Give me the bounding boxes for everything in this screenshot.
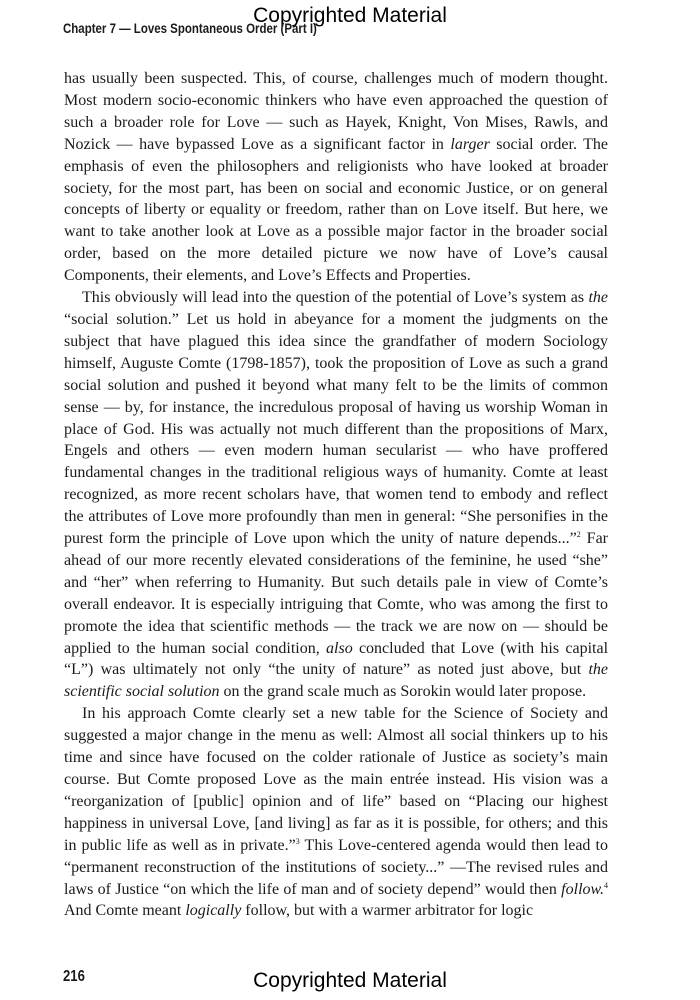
page-body	[64, 68, 608, 922]
emphasis: follow.	[561, 880, 604, 898]
text-run: In his approach Comte clearly set a new table for the Science of Society and suggested a major change in the menu as well: Almost all social thinkers up to his time and since have focused on the colder rationale of Justice as society’s main course. But Comte proposed Love as the main entrée instead. His vision was a “reorganization of [public] opinion and of life” based on “Placing our highest happiness in universal Love, [and living] as far as it is possible, for others; and this in public life as well as in private.”	[64, 705, 608, 854]
copyright-watermark-top: Copyrighted Material	[253, 4, 447, 27]
text-run: follow, but with a warmer arbitrator for logic	[241, 902, 534, 920]
text-run: Far ahead of our more recently elevated considerations of the feminine, he used “she” and “her” when referring to Humanity. But such details pale in view of Comte’s overall endeavor. It is especially intriguing that Comte, who was among the first to promote the idea that scientific methods — the track we are now on — should be applied to the human social condition,	[64, 530, 609, 657]
text-run: And Comte meant	[64, 902, 186, 920]
text-run: This Love-centered agenda would then lead to “permanent reconstruction of the institutions of society...” —The revised rules and laws of Justice “on which the life of man and of society depend” would then	[64, 836, 608, 898]
emphasis: also	[326, 639, 353, 657]
footnote-ref: 2	[576, 530, 581, 540]
footnote-ref: 3	[295, 836, 300, 846]
running-head: Chapter 7 — Loves Spontaneous Order (Part I)	[63, 20, 317, 36]
paragraph-1	[64, 68, 608, 287]
paragraph-2	[64, 287, 608, 703]
emphasis: larger	[450, 135, 490, 153]
paragraph-3	[64, 703, 608, 922]
copyright-watermark-bottom: Copyrighted Material	[253, 969, 447, 992]
footnote-ref: 4	[604, 880, 608, 890]
page-number: 216	[63, 968, 85, 985]
emphasis: the scientific social solution	[64, 661, 608, 701]
text-run: This obviously will lead into the question of the potential of Love’s system as	[82, 289, 589, 307]
text-run: has usually been suspected. This, of course, challenges much of modern thought. Most modern socio-economic thinkers who have even approached the question of such a broader role for Love — such as Hayek, Knight, Von Mises, Rawls, and Nozick — have bypassed Love as a significant factor in	[64, 70, 608, 153]
emphasis: logically	[185, 902, 242, 920]
text-run: social order. The emphasis of even the philosophers and religionists who have looked at broader society, for the most part, has been on social and economic Justice, or on general concepts of liberty or equality or freedom, rather than on Love itself. But here, we want to take another look at Love as a possible major factor in the broader social order, based on the more detailed picture we now have of Love’s causal Components, their elements, and Love’s Effects and Properties.	[64, 135, 609, 285]
text-run: concluded that Love (with his capital “L”) was ultimately not only “the unity of nature” as noted just above, but	[64, 639, 609, 679]
emphasis: the	[588, 289, 608, 307]
text-run: “social solution.” Let us hold in abeyance for a moment the judgments on the subject that have plagued this idea since the grandfather of modern Sociology himself, Auguste Comte (1798-1857), took the proposition of Love as such a grand social solution and pushed it beyond what many felt to be the limits of common sense — by, for instance, the incredulous proposal of having us worship Woman in place of God. His was actually not much different than the propositions of Marx, Engels and others — even modern human secularist — who have proffered fundamental changes in the traditional religious ways of humanity. Comte at least recognized, as more recent scholars have, that women tend to embody and reflect the attributes of Love more profoundly than men in general: “She personifies in the purest form the principle of Love upon which the unity of nature depends...”	[64, 310, 608, 548]
text-run: on the grand scale much as Sorokin would later propose.	[219, 683, 587, 701]
